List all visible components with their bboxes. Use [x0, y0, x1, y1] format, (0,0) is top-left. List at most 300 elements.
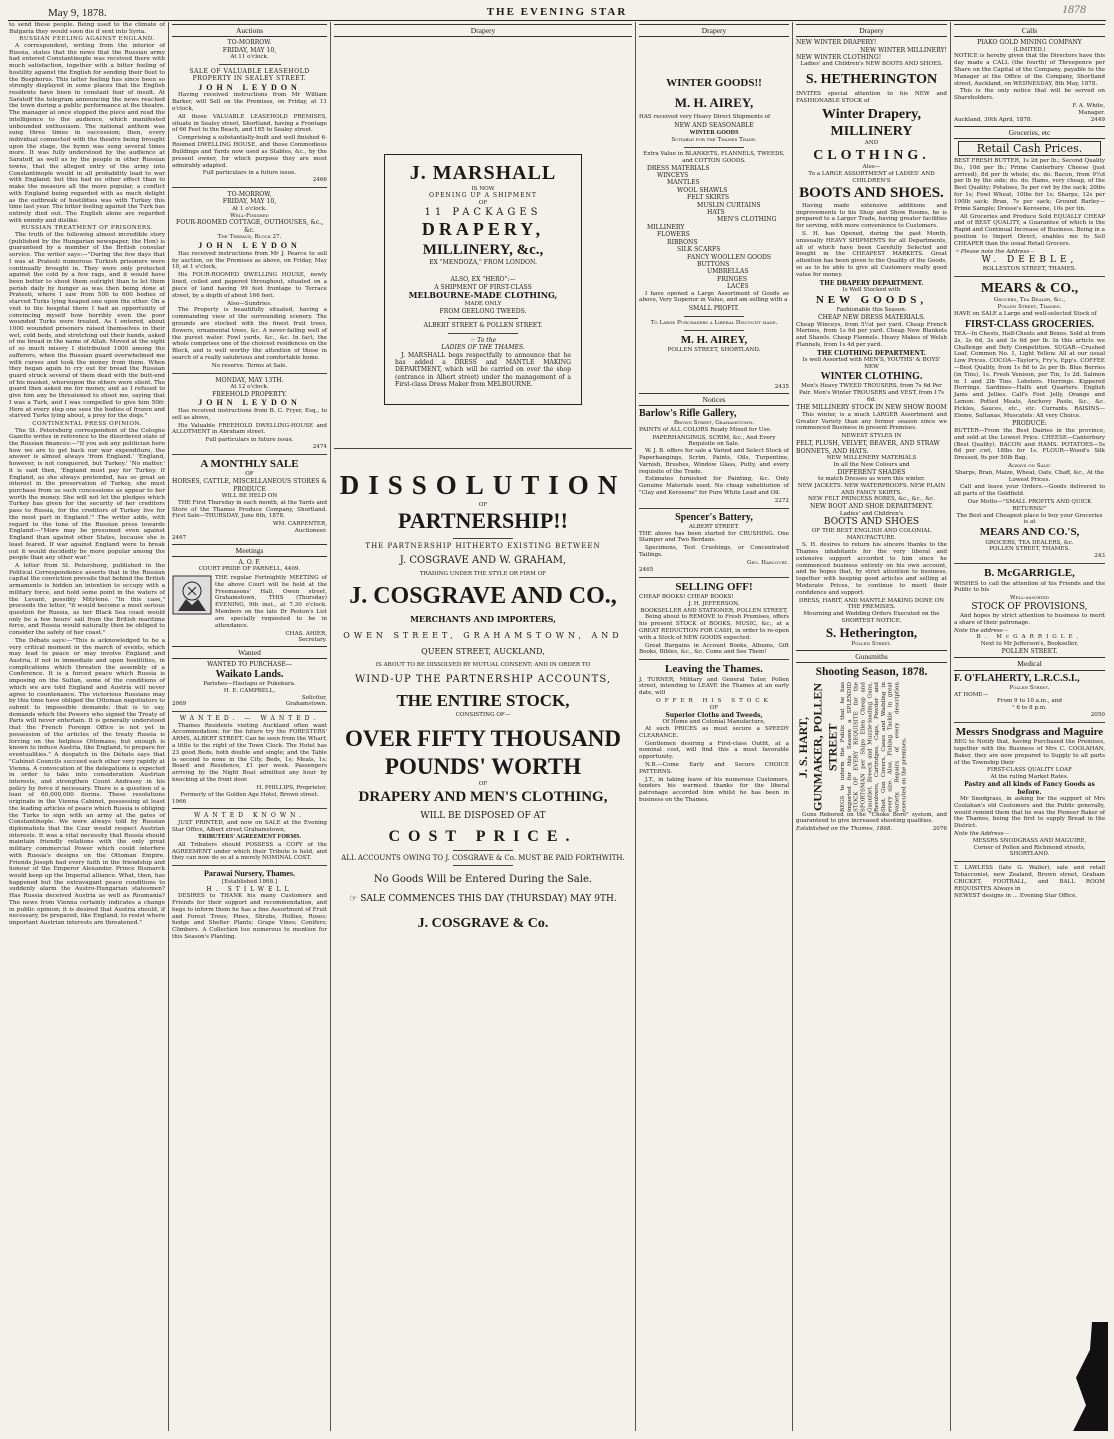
ad-line: ☞ Please note the Address— — [954, 248, 1035, 255]
ad-line: NEW BOOT AND SHOE DEPARTMENT. — [810, 503, 933, 511]
ad-line: MERCHANTS AND IMPORTERS, — [410, 614, 556, 625]
ad-line: PRODUCE: — [1012, 420, 1047, 428]
ad-line: TRIBUTERS' AGREEMENT FORMS. — [198, 834, 301, 841]
selling-off-ad — [639, 581, 789, 657]
ad-signature: F. A. White, — [1072, 103, 1105, 110]
page-date: May 9, 1878. — [48, 7, 107, 19]
ad-line: CHEAP NEW DRESS MATERIALS. — [817, 314, 926, 322]
airey-ad — [639, 39, 789, 390]
ad-line: A. O. F. — [238, 558, 261, 566]
ad-body: Has received instructions from Mr J. Pearce to sell by auction, on the Premises as above, on Friday, May 10, at 1 o'clock, — [172, 250, 327, 271]
ad-line: J. H. JEFFERSON, — [688, 600, 740, 607]
deeble-retail-ad — [954, 141, 1105, 274]
ad-line: OF — [478, 780, 488, 787]
ad-line: ☞ SALE COMMENCES THIS DAY (THURSDAY) MAY 9TH. — [349, 894, 617, 905]
section-heading-auctions: Auctions — [172, 24, 327, 37]
ad-line: Auctioneer. — [294, 528, 327, 535]
ad-body: Sharps, Bran, Maize, Wheat, Oats, Chaff, &c., At the Lowest Prices. — [955, 469, 1104, 483]
list-item: WOOL SHAWLS — [677, 186, 728, 194]
ad-body: Men's Heavy TWEED TROUSERS, from 7s 6d Per Pair. Men's Winter TROUSERS and VEST, from 17s 6d. — [798, 383, 944, 403]
ad-number: 2272 — [774, 497, 789, 504]
list-item: FLOWERS — [657, 231, 690, 239]
ad-line: ROLLESTON STREET, THAMES. — [982, 266, 1077, 273]
ad-line: MONDAY, MAY 13TH. — [215, 376, 284, 384]
ad-body: Specimens, Test Crushings, or Concentrated Tailings. — [639, 545, 789, 559]
ad-body: BEGS to inform the Public that he has imported for this Season a SPLENDID STOCK OF EVERY REQUISITE for the SPORTSMAN per Ships Ellen Cheap and Gauntlet. Breech and Muzzle-loading Guns, Revolvers, Cartridges, Caps, Powder and Shot. Gun Covers, Cases and Wadding in every size. Also, Fishing Tackle in great variety. Repairs of every description executed on the premises. — [839, 681, 908, 812]
ad-body: This winter, is a much LARGER Assortment and Greater Variety than any former season since we commenced Business in present Premises. — [796, 411, 947, 432]
ad-line: NEW FELT PRINCESS ROBES, &c., &c., &c. — [808, 496, 935, 503]
hetherington-column — [793, 22, 950, 1431]
ad-title: Leaving the Thames. — [665, 663, 763, 676]
marshall-ad-box — [384, 154, 582, 405]
ad-number: 2466 — [312, 177, 327, 184]
ad-line: At the ruling Market Rates. — [990, 774, 1069, 781]
article-paragraph: A correspondent, writing from the interior of Russia, states that the news that the Russian army had entered Constantinople was received there with much satisfaction, together with a bitter feeling of hostility against the English for sending their fleet to the Bosphorus. This latter feeling has since been so strongly displayed in some places that the English residents have been in constant fear of insult. At Saratoff the telegram announcing the news reached the town during a public performance at the theatre. The manager at once stopped the piece and read the intelligence to the audience, which manifested unbounded enthusiasm. The national anthem was sung three times in succession; then, every individual connected with the theatre being brought upon the stage, the hymn was sung several times more. It was fully understood by the audience at Saratoff, as well as by the people in other Russian towns, that the alleged entry of the army into Constantinople would in all probability lead to war with England; but this had no other effect than to make the measure all the more popular, a conflict with England being regarded with as much delight as the outbreak of hostilities was with Turkey this time last year. The bitter feeling against the Turk has entirely died out. The English alone are regarded with enmity and dislike. — [9, 42, 165, 224]
ad-line: BOOKSELLER AND STATIONER, POLLEN STREET, — [640, 607, 788, 614]
ad-line: [Established 1868.] — [221, 879, 278, 885]
ad-line: NEW JACKETS. NEW WATERPROOFS. NEW PLAIN AND FANCY SKIRTS. — [797, 482, 946, 496]
ad-line: Ladies' and Children's — [839, 510, 904, 517]
ad-body: Guns Rebored on the "Choke Bore" system, and guaranteed to give increased shooting qualities. — [796, 811, 947, 825]
ad-line: (LIMITED.) — [1013, 46, 1046, 53]
ad-title: WANTED KNOWN. — [193, 812, 306, 820]
ad-line: DRESS, HABIT, AND MANTLE MAKING DONE ON THE PREMISES. — [798, 597, 945, 611]
ad-body: Has received instructions from B. C. Fryer, Esq., to sell as above, — [172, 408, 327, 421]
ad-line: GROCERS, TEA DEALERS, &c. — [985, 539, 1074, 546]
ad-line: FIRST-CLASS GROCERIES. — [964, 318, 1095, 330]
ad-title: F. O'FLAHERTY, L.R.C.S.I., — [954, 672, 1080, 684]
ad-line: Well-Finished — [230, 212, 269, 219]
ad-signature: H. E. CAMPBELL, — [223, 687, 276, 694]
ad-number: 2069 — [172, 701, 187, 708]
ad-body: THE above has been started for CRUSHING. One Stamper and Two Berdans. — [639, 530, 789, 544]
article-paragraph: The Débats says:—"This is acknowledged to be a very critical moment in the march of events, which may lead to peace or may involve England and Austria, if not in immediate and open hostilities, in complications which threaten the assembly of a Conference. It is a forced peace which Russia is imposing on the Sultan, some of the conditions of which we are told England and Austria will never agree to countenance. The victorious Russians may by this time have obliged the Ottoman negotiators to submit to impossible demands; that is to say, demands which the Powers who signed the Treaty of Paris will never entertain. It is generally understood that the French Foreign Office is not yet in possession of the articles of the treaty Russia is forcing on the helpless Ottomans; but enough is known to induce Austria, like England, to prepare for eventualities." A despatch in the Débats says that "Cabinet Councils succeed each other very rapidly at Vienna. A convocation of the delegations is expected in order to take into consideration Austrian interests, and strengthen Count Andrassy in his policy by force if necessary. There is a question of a loan of 60,000,000 florins. These resolutions originate in the Vienna Cabinet, possessing at least the leading articles of peace which Russia is obliging the Turks to sign with an army at the gates of Constantinople. We were always told by Russian diplomatists that the Czar would respect Austrian interests. It was a vital necessity that Russia should maintain friendly relations with the only great military commercial Power which could interfere with Russia's designs on the Ottoman Empire. Friends Joseph had every faith in the friendship and honour of the Emperor Alexander. Prince Bismarck would keep up the Imperial alliance. What, then, has happened but the extravagant peace conditions to suddenly alarm the Austro-Hungarian statesmen? Has Russia deceived Austria as well as Roumania? The news from Vienna certainly indicates a change in public opinion; it is desired that Austria should, if necessary, be prepared, like England, to resist where important Austrian interests are threatened." — [9, 637, 166, 927]
list-item: RIBBONS — [667, 238, 698, 246]
article-paragraph: A letter from St. Petersburg, published in the Political Correspondence asserts that in the Russian capital the conviction prevails that behind the British armaments is hidden an intention to occupy with a military force, and hold some point in the waters of the Levant, possibly Mitylene. "In this case," proceeds the letter, "it would become a most serious question for Russia, as her Black Sea coast would only be a few hours' sail from the British maritime force, and Russia would naturally then be obliged to consider the safety of her coast." — [9, 562, 165, 637]
ad-line: FRIDAY, MAY 10, — [222, 198, 277, 206]
ad-line: Pollen Street. — [1009, 684, 1050, 691]
auction-ad-terrace-cottage — [172, 191, 327, 370]
ad-number: 2449 — [1090, 116, 1105, 123]
ad-body: THE regular Fortnightly MEETING of the above Court will be held at the Freemasons' Hall, Owen street, Grahamstown, THIS (Thursday) EVENING, 9th inst., at 7.30 o'clock. Members on the late Dr Peston's List are specially requested to be in attendance. — [215, 575, 327, 629]
ad-line: DIFFERENT SHADES — [837, 468, 906, 476]
mears-grocers-ad — [954, 280, 1105, 560]
list-item: SILK SCARFS — [677, 246, 721, 254]
ad-signature: H. STILWELL — [206, 885, 293, 893]
ad-body: JUST PRINTED, and now on SALE at the Evening Star Office, Albert street Grahamstown, — [172, 819, 327, 833]
ad-signature: MESSRS SNODGRASS AND MAGUIRE, — [972, 837, 1087, 844]
ad-line: Waikato Lands. — [215, 668, 284, 680]
ad-body: Cheap Winceys, from 5½d per yard. Cheap French Merinos, from 1s 6d per yard. Cheap New Blankets and Shawls. Cheap Flannels. Heavy Makes of Welsh Flannels, from 1s 4d per yard. — [796, 321, 947, 348]
ad-title: FREEHOLD PROPERTY. — [212, 390, 287, 398]
ad-line: ALSO, EX "HERO":— — [450, 276, 516, 284]
article-heading: CONTINENTAL PRESS OPINION. — [32, 421, 142, 428]
ad-line: THE MILLINERY STOCK IN NEW SHOW ROOM — [796, 404, 947, 412]
ad-line: CHEAP BOOKS! CHEAP BOOKS! — [639, 593, 734, 600]
ad-number: 2474 — [312, 444, 327, 451]
evening-star-office-ad: NEWEST designs in ... Evening Star Office. — [954, 893, 1078, 900]
ad-line: STOCK OF PROVISIONS, — [971, 601, 1088, 612]
ad-line: Also— — [862, 163, 881, 170]
ad-body: S. H. desires to return his sincere thanks to the Thames inhabitants for the very liberal and extensive support accorded to him since he commenced business entirely on his own account, and he hopes that, by strict attention to business, together with keeping good articles and selling at Moderate Prices, to continue to merit their confidence and support. — [796, 542, 947, 596]
ad-line: POLLEN STREET. — [1001, 647, 1058, 655]
barlow-ad — [639, 408, 789, 505]
hart-gunmaker-ad — [796, 665, 947, 833]
ad-body: This is the only notice that will be served on Shareholders. — [954, 88, 1105, 102]
ad-line: Extra Value in BLANKETS, FLANNELS, TWEEDS, and COTTON GOODS. — [643, 150, 785, 164]
masthead — [8, 2, 1106, 21]
ad-body: BUTTER—From the Best Dairies in the province, and sold at the Lowest Price. CHEESE—Canterbury (Best Quality). BACON and HAMS. POTATOES—5s 6d per cwt, 18lbs for 1s. FLOUR—Wood's Silk Dressed, 9s per 50lb Bag. — [954, 427, 1105, 462]
ad-line: Is Well Stocked with — [842, 287, 901, 294]
ad-line: Auckland, 30th April, 1878. — [954, 116, 1033, 123]
section-heading-medical: Medical — [954, 657, 1105, 670]
ad-body: BEST FRESH BUTTER, 1s 2d per lb.; Second Quality Do., 10d per lb.; Prime Canterbury Cheese (just arrived), 8d per lb whole; do. do. Bacon, from 9½d per lb by the side; do. do. Hams, very cheap, of the Best Quality; Potatoes, 5s per cwt by the sack; 20lbs for 1s; Fowl Wheat, 10lbs for 1s; Sharps, 12s per 100lb sack; Bran, 7s per sack; Ground Barley—Prime Sample; Dresse's Kerosene, 10s per tin. — [954, 158, 1105, 212]
ad-body: Comprising a substantially-built and well finished 6-Roomed DWELLING HOUSE, and those Commodious Buildings and Yards now used as Stables, &c., by the present owner, for which purpose they are most admirably adapted. — [172, 135, 327, 169]
dissolution-ad — [334, 469, 632, 933]
ad-line: LADIES OF THE THAMES. — [441, 344, 525, 352]
ad-title: B. McGARRIGLE, — [984, 567, 1075, 580]
ad-line: At 12 o'clock. — [230, 384, 269, 391]
ad-number: 2050 — [1090, 711, 1105, 718]
drapery-wide-column — [331, 22, 635, 1431]
ad-line: Pastry and all kinds of Fancy Goods as before. — [964, 781, 1095, 796]
ad-line: Solicitor, — [301, 694, 327, 701]
list-item: DRESS MATERIALS — [647, 164, 710, 172]
torn-paper-edge — [1068, 1322, 1108, 1431]
ad-signature: B. McGARRIGLE, — [976, 634, 1083, 641]
ad-title: PIAKO GOLD MINING COMPANY — [977, 39, 1082, 47]
ad-line: PAPERHANGINGS, SCRIM, &c., And Every Requisite on Sale. — [652, 434, 776, 448]
ad-body: Great Bargains in Account Books, Albums, Gift Books, Bibles, &c., &c. Come and See Them! — [639, 642, 789, 656]
ad-line: DRAPERY AND MEN'S CLOTHING, — [358, 788, 608, 805]
ad-line: Pollen Street, Thames. — [997, 304, 1062, 311]
ad-line: SALE COMMENCES THIS DAY (THURSDAY) MAY 9TH. — [360, 894, 617, 905]
ad-line: OF — [709, 704, 719, 711]
ad-title: DISSOLUTION — [339, 469, 627, 500]
ad-line: MILLINERY, &c., — [422, 241, 544, 258]
auctioneer-name: WM. CARPENTER, — [272, 521, 327, 528]
ad-line: ALBERT STREET. — [688, 523, 740, 530]
ad-line: OVER FIFTY THOUSAND — [344, 725, 622, 751]
ad-line: TRADING UNDER THE STYLE OR FIRM OF — [419, 570, 547, 577]
ad-title: Barlow's Rifle Gallery, — [639, 407, 737, 419]
ad-line: Formerly of the Golden Age Hotel, Brown street. — [180, 791, 319, 798]
auctioneer-name: JOHN LEYDON — [198, 241, 301, 251]
ad-line: The Terrace, Block 27. — [217, 234, 282, 241]
ad-signature: W. DEEBLE, — [981, 255, 1078, 266]
ad-line: To Large Purchasers a Liberal Discount made. — [650, 319, 778, 326]
ad-line: COST PRICE. — [388, 827, 578, 845]
ad-line: ALL ACCOUNTS OWING TO J. COSGRAVE & Co. MUST BE PAID FORTHWITH. — [341, 853, 625, 862]
foresters-emblem-icon — [172, 575, 212, 615]
list-item: HATS — [707, 209, 725, 217]
snodgrass-bakers-ad — [954, 726, 1105, 858]
ad-line: FROM GEELONG TWEEDS. — [439, 307, 527, 315]
ad-line: Pollen Street. — [851, 640, 892, 647]
newspaper-title: THE EVENING STAR — [486, 6, 628, 18]
ad-line: ALBERT STREET & POLLEN STREET. — [423, 322, 543, 330]
news-column — [6, 22, 168, 1431]
ad-line: Established on the Thames, 1868. — [796, 826, 893, 833]
ad-line: To a LARGE ASSORTMENT of LADIES' AND CHILDREN'S — [808, 170, 935, 184]
ad-line: Fashionable this Season. — [836, 307, 907, 314]
section-heading-drapery: Drapery — [639, 24, 789, 37]
ad-line: Corner of Pollen and Richmond streets, SHORTLAND. — [973, 844, 1086, 858]
auction-ad-sealey-street — [172, 39, 327, 184]
ad-title: WANTED. — WANTED. — [179, 715, 320, 723]
ad-line: THE CLOTHING DEPARTMENT. — [817, 349, 926, 357]
leaving-thames-ad — [639, 663, 789, 804]
ad-body: J. TURNER, Military and General Tailor, Pollen street, intending to LEAVE the Thames at an early date, will — [639, 676, 789, 697]
list-item: MANTLES — [667, 179, 700, 187]
ad-body: I have opened a Large Assortment of Goods as above, Very Superior in Value, and am selling with a — [639, 290, 789, 304]
ad-line: FELT, PLUSH, VELVET, BEAVER, AND STRAW BONNETS, AND HATS. — [796, 440, 940, 455]
ad-body: INVITES special attention to his NEW and FASHIONABLE STOCK of — [796, 91, 947, 105]
list-item: UMBRELLAS — [707, 268, 749, 276]
monthly-sale-ad — [172, 458, 327, 542]
ad-line: MELBOURNE-MADE CLOTHING, — [408, 290, 558, 301]
ad-footer: Full particulars in a future issue. — [202, 170, 297, 177]
ad-body: J.T., in taking leave of his numerous Customers, tenders his warmest thanks for the liberal patronage accorded him whilst he has been in business on the Thames. — [639, 776, 789, 804]
ad-line: Suitable for the Thames Trade. — [671, 137, 757, 144]
ad-line: ☞ To the — [469, 336, 497, 344]
section-heading-wanted: Wanted — [172, 646, 327, 659]
ad-body: All those VALUABLE LEASEHOLD PREMISES, situate in Sealey street, Shortland, having a Frontage of 66 Feet to the Beach, and 165 to Sealey street. — [172, 113, 327, 134]
ad-line: HORSES, CATTLE, MISCELLANEOUS STORES & PRODUCE — [172, 478, 327, 493]
ad-signature: CHAS. AHIER, — [285, 630, 327, 637]
ad-line: to match Dresses as worn this winter. — [817, 476, 926, 482]
ad-body: W. J. B. offers for sale a Varied and Select Stock of Paperhangings, Scrim, Paints, Oils, Turpentine, Varnish, Brushes, Window Glass, Putty, and every requisite of the Trade. — [639, 448, 789, 475]
ad-line: BOOTS AND SHOES — [823, 517, 920, 528]
ad-line: Of Home and Colonial Manufacture, — [662, 719, 766, 726]
ad-line: OFFER HIS STOCK — [656, 698, 772, 705]
ad-line: M. H. AIREY, — [674, 94, 754, 110]
section-heading-drapery: Drapery — [796, 24, 947, 37]
ad-signature: M. H. AIREY, — [680, 333, 748, 346]
ad-line: Superior Cloths and Tweeds, — [665, 711, 763, 719]
ad-line: Secretary. — [298, 637, 327, 644]
ad-title: Shooting Season, 1878. — [815, 665, 928, 678]
list-item: FELT SKIRTS — [687, 194, 730, 202]
ad-line: No Goods Will be Entered During the Sale. — [373, 874, 593, 886]
ad-body: HAVE on SALE a Large and well-selected Stock of — [954, 310, 1097, 317]
ad-body: NOTICE is hereby given that the Directors have this day made a CALL (the fourth) of Threepence per Share on the Capital of the Company, payable to the Manager at the Office of the Company, Shortland street, Auckland, on WEDNESDAY, 8th May, 1878. — [954, 53, 1105, 87]
ad-signature: Geo. Harcourt. — [746, 559, 789, 566]
ad-line: IS NOW — [471, 185, 495, 192]
section-heading-notices: Notices — [639, 393, 789, 406]
section-heading-meetings: Meetings — [172, 544, 327, 557]
ad-line: COURT PRIDE OF PARNELL, 4409. — [198, 566, 301, 573]
wanted-waikato-lands — [172, 661, 327, 708]
drapery-notices-column — [636, 22, 792, 1431]
ad-title: WANTED TO PURCHASE— — [207, 661, 292, 669]
ad-line: THE DRAPERY DEPARTMENT. — [819, 279, 924, 287]
ad-body: PAINTS of ALL COLORS Ready Mixed for Use. — [639, 426, 772, 433]
ad-signature: S. Hetherington, — [825, 624, 918, 640]
article-paragraph: to send these people. Being used to the climate of Bulgaria they would soon die if sent into Syria. — [9, 22, 165, 35]
ad-body: WISHES to call the attention of his Friends and the Public to his — [954, 580, 1105, 594]
ad-body: His FOUR-ROOMED DWELLING HOUSE, newly lined, ceiled and papered throughout, situated on a piece of land having 99 feet frontage to Terrace street, by a depth of about 166 feet. — [172, 272, 327, 299]
ad-body: Mr Snodgrass, in asking for the support of Mrs Coolahan's old Customers and the Public generally, would remind them that he was the Pioneer Baker of the Thames, being the first to supply Bread in the District. — [954, 795, 1105, 830]
ad-number: 2435 — [774, 383, 789, 390]
ad-number: 2467 — [172, 534, 187, 541]
list-item: LACES — [727, 283, 749, 291]
ad-line: NEW WINTER MILLINERY! — [860, 46, 947, 54]
auctions-column — [169, 22, 330, 1431]
ad-line: DRAPERY, — [421, 218, 545, 239]
ad-body: HAS received very Heavy Direct Shipments of — [639, 114, 771, 121]
ad-line: POLLEN STREET, THAMES. — [989, 546, 1070, 553]
ad-title: J. MARSHALL — [409, 162, 557, 185]
handwritten-folio: 1878 — [1062, 2, 1086, 16]
ad-line: OF THE BEST ENGLISH AND COLONIAL MANUFACTURE. — [811, 528, 932, 542]
ad-line: J. COSGRAVE AND W. GRAHAM, — [399, 554, 567, 566]
ad-line: OPENING UP A SHIPMENT — [428, 192, 537, 200]
ad-footer: Full particulars in future issue. — [205, 437, 294, 444]
ad-line: Always on Sale: — [1008, 462, 1051, 469]
ad-title: MEARS & CO., — [980, 281, 1079, 297]
ad-line: CLOTHING. — [813, 147, 930, 163]
ad-number: 1966 — [172, 798, 187, 805]
ad-number: 243 — [1094, 553, 1105, 560]
ad-line: CONSISTING OF— — [455, 712, 511, 718]
list-item: BUTTONS — [697, 260, 730, 268]
ad-line: FRIDAY, MAY 10, — [222, 46, 277, 54]
ad-line: WIND-UP THE PARTNERSHIP ACCOUNTS, — [354, 674, 612, 686]
section-heading-calls: Calls — [954, 24, 1105, 37]
auction-ad-freehold — [172, 377, 327, 451]
ad-line: EX "MENDOZA," FROM LONDON. — [429, 259, 537, 267]
calls-groceries-column — [951, 22, 1108, 1431]
ad-line: J. S. HART, GUNMAKER, POLLEN STREET — [796, 682, 840, 811]
auctioneer-name: JOHN LEYDON — [198, 82, 301, 92]
ad-line: Mourning and Wedding Orders Executed on the SHORTEST NOTICE. — [803, 611, 940, 625]
ad-line: The Best and Cheapest place to buy your Groceries is at — [956, 512, 1103, 526]
ad-line: Winter Drapery, — [821, 106, 922, 122]
ad-line: OF — [478, 501, 488, 508]
ad-line: Well-assorted — [1009, 595, 1050, 602]
lawless-tobacconist-ad: T. LAWLESS (late G. Waller), sale and retail Tobacconist, new Zealand, Brown street, Graham CRICKET, FOOTBALL, and BALL ROOM REQUISITES Always in — [954, 865, 1105, 892]
ad-line: Grocers, Tea Dealer, &c., — [993, 297, 1066, 304]
list-item: FRINGES — [717, 275, 748, 283]
ad-title: Spencer's Battery, — [675, 511, 753, 523]
ad-line: From 9 to 10 a.m., and — [997, 698, 1062, 705]
ad-body: The Property is beautifully situated, having a commanding view of the surrounding scenery. The grounds are stocked with the finest fruit trees, flowers, ornamental trees, &c. A never-failing well of the purest water. Fowl yards, &c., &c. In fact, the whole comprises one of the choicest residences on the Block, and is well worthy the attention of those in search of a really salubrious and comfortable home. — [172, 307, 327, 362]
ad-line: Manager. — [1078, 109, 1105, 116]
ad-line: MADE ONLY — [464, 301, 502, 308]
ad-line: TO-MORROW, — [227, 190, 272, 198]
ad-line: WINTER GOODS — [689, 129, 739, 136]
section-heading-groceries: Groceries, etc — [954, 126, 1105, 139]
ad-line: QUEEN STREET, AUCKLAND, — [421, 646, 545, 656]
ad-line: Ladies' and Children's NEW BOOTS AND SHOES. — [800, 61, 943, 68]
ad-line: WINTER CLOTHING. — [820, 370, 923, 382]
ad-signature: MEARS AND CO.'S, — [979, 526, 1080, 539]
ad-line: J. COSGRAVE AND CO., — [349, 582, 617, 609]
ad-footer: No reserve. Terms at Sale. — [211, 362, 288, 369]
ad-line: OWEN STREET, GRAHAMSTOWN, AND — [343, 630, 623, 640]
ad-number: 2076 — [932, 826, 947, 833]
ad-body: All Tributers should POSSESS a COPY of the AGREEMENT under which their Tribute is held, and they can now do so at a merely NOMINAL COST. — [172, 841, 327, 862]
ad-line: OF — [245, 471, 254, 478]
ad-line: NEW WINTER DRAPERY! — [796, 39, 877, 47]
ad-line: TO-MORROW. — [227, 39, 272, 47]
ad-line: To the — [477, 336, 497, 344]
ad-line: SMALL PROFIT. — [688, 305, 740, 313]
parawai-nursery-ad — [172, 869, 327, 941]
article-paragraph: The St. Petersburg correspondent of the Cologne Gazette writes in reference to the disordered state of the Russian finances:—"If you ask any politician here how we are to get back our war expenditure, the answer is almost always 'from England.' 'England, however, is not conquered, but Turkey.' 'No matter,' it is said then, 'England must pay for Turkey. If England, as she always pretended, has so great an interest in the preservation of Turkey, she must purchase from us such concessions as appear to her worth the money. She will not let the pledges which Turkey has given for the security of her creditors pass to Russia, for the creditors of Turkey live for the most part in England.'" The writer adds, with regard to the tone of the Russian press towards England:—"More may be presumed even against England than against other States, because she is least feared. If war against England were to break out it would decidedly be more popular among the people than any other war." — [9, 427, 165, 562]
mcgarrigle-ad — [954, 567, 1105, 655]
ad-line: At 11 o'clock. — [230, 53, 269, 60]
meeting-notice — [172, 559, 327, 644]
article-heading: RUSSIAN FEELING AGAINST ENGLAND. — [19, 36, 155, 43]
ad-line: A SHIPMENT OF FIRST-CLASS — [434, 283, 532, 291]
ad-line: WILL BE HELD ON — [221, 492, 278, 499]
ad-line: NEWEST STYLES IN — [841, 433, 902, 440]
ad-body: Having received instructions from Mr William Barker, will Sell on the Premises, on Friday, at 11 o'clock, — [172, 92, 327, 113]
ad-line: Parishes—Hautapu or Pukekura. — [203, 680, 296, 687]
ad-line: Also—Sundries. — [227, 300, 272, 307]
ad-body: TEA—In Chests, Half-Chests and Boxes. Sold at from 2s, 2s 6d, 3s and 3s 6d per lb. In this article we Challenge and Defy Competition. SUGAR—Crushed Loaf, Common No. 1, Light Yellow. All at our usual Low Prices. COCOA—Taylor's, Fry's, Epp's. COFFEE—Best Quality, from 1s 8d to 2s per lb. Blue Berries (in Tins), 1s. Fresh Venison, per Tin, 1s 2d. Salmon in 1 and 2lb Tins. Lobsters. Herrings. Kippered Herrings. Sardines—Halfs and Quarters. English Jams and Jellies. Calf's Foot Jelly, Orange and Lemon. Potted Meats, Anchovy Paste, &c., &c. Pickles, Sauces, etc., etc. Currants. RAISINS—Eleme, Sultanas, Muscatels: All very Choice. — [954, 330, 1105, 419]
list-item: MILLINERY — [647, 223, 685, 231]
ad-body: DESIRES to THANK his many Customers and Friends for their support and recommendation, and begs to inform them he has a fine Assortment of Fruit and Forest Trees; Pines, Shrubs, Hollies, Roses; hedge and Shelter Plants; Grape Vines; Conifers; Climbers. A Collection too numerous to mention for this Season's Planting. — [172, 893, 327, 941]
ad-line: AT HOME— — [954, 691, 989, 698]
ad-title: WINTER GOODS!! — [666, 77, 762, 90]
ad-line: POLLEN STREET, SHORTLAND. — [667, 346, 761, 353]
ad-line: Brown Street, Grahamstown. — [673, 419, 755, 426]
ad-line: WILL BE DISPOSED OF AT — [420, 811, 546, 822]
ad-line: POUNDS' WORTH — [384, 753, 582, 779]
ad-body: Having made extensive additions and improvements to his Shop and Show Rooms, he is prepared to a Larger Trade, having greater facilities for serving, with more convenience to Customers. — [796, 202, 947, 230]
ad-title: A MONTHLY SALE — [200, 457, 299, 470]
ad-line: MILLINERY — [830, 124, 913, 139]
ad-body: Call and leave your Orders.—Goods delivered to all parts of the Goldfield. — [954, 484, 1105, 498]
list-item: MUSLIN CURTAINS — [697, 201, 761, 209]
ad-body: At such PRICES as must secure a SPEEDY CLEARANCE. — [639, 725, 789, 739]
auctioneer-name: JOHN LEYDON — [198, 398, 301, 408]
ad-line: THE PARTNERSHIP HITHERTO EXISTING BETWEEN — [365, 542, 601, 551]
ad-body: BEG to Notify that, having Purchased the Premises, together with the Business of Mrs C. COOLAHAN, Baker, they are now prepared to Supply to all parts of the Township their — [954, 739, 1105, 766]
ad-number: 2465 — [639, 566, 654, 573]
ad-line: Is well Assorted with MEN'S, YOUTHS' & BOYS' NEW — [802, 357, 941, 370]
list-item: FANCY WOOLLEN GOODS — [687, 253, 772, 261]
ad-signature: J. COSGRAVE & Co. — [417, 916, 549, 932]
ad-body: All Groceries and Produce Sold EQUALLY CHEAP and of BEST QUALITY, a Guarantee of which is the Rapid and Continual Increase of Business. Being in a position to Import Direct, enables me to Sell CHEAPER than the usual Retail Grocers. — [954, 213, 1105, 247]
ad-line: AND — [864, 140, 879, 147]
wanted-foresters-arms — [172, 715, 327, 805]
article-paragraph: The truth of the following almost incredible story (published by the Hungarian newspaper, the Hon) is guaranteed by a member of the British consular service. The writer says:—"During the few days that I was at Pratesti numerous Turkish prisoners were continually brought in. They were only protected against the cold by a few rags, and it would have been better to shoot them outright than to let them perish daily by hunger as was then being done at Pratesti, where I saw from 500 to 600 bodies of starved Turks lying heaped one upon the other. On a visit to the hospital there I had an opportunity of convincing myself how horribly even the poor wounded Turks were treated. As I entered, about 1000 wounded prisoners raised themselves in their wet, cold beds, and stretching out their hands, asked of me bread in the name of Allah. Moved at the sight of so much misery I distributed 1000 among the sufferers, when the Russian guard overwhelmed me with curses and took the money from them. When they began again to cry out for bread the Russian guard struck several of them dead with the butt-end of his musket, whereupon the others were silent. The guard then asked me for money, and as I refused to give him any he threatened to shoot me, saying that I was a Turk, and I was compelled to give him 50fr. Here at every step one sees the bodies of frozen and starved Turks lying about, a prey for the dogs." — [9, 231, 165, 420]
ad-title: Messrs Snodgrass and Maguire — [955, 725, 1104, 738]
section-heading-gunsmiths: Gunsmiths — [796, 650, 947, 663]
article-heading: RUSSIAN TREATMENT OF PRISONERS. — [20, 225, 154, 232]
piako-call-notice — [954, 39, 1105, 123]
ad-title: Parawai Nursery, Thames. — [204, 869, 295, 879]
wanted-known-tributers — [172, 812, 327, 862]
ad-line: OF — [478, 199, 488, 206]
ad-line: NEW WINTER CLOTHING! — [796, 53, 882, 61]
ad-line: In all the New Colours and — [833, 461, 910, 468]
ad-title: Retail Cash Prices. — [958, 141, 1101, 156]
oflaherty-ad — [954, 673, 1105, 719]
ad-line: Grahamstown. — [285, 701, 327, 708]
ad-line: IS ABOUT TO BE DISSOLVED BY MUTUAL CONSENT; AND IN ORDER TO — [375, 662, 591, 669]
ad-line: NEW GOODS, — [815, 293, 928, 306]
ad-line: Note the Address— — [954, 830, 1010, 837]
ad-body: N.B.—Come Early and Secure CHOICE PATTERNS. — [639, 762, 789, 775]
ad-body: THE First Thursday in each month, at the Yards and Store of the Thames Produce Company, Shortland. First Sale—THURSDAY, June 6th, 1878. — [172, 499, 327, 520]
ad-line: PARTNERSHIP!! — [398, 508, 568, 534]
ad-title: S. HETHERINGTON — [805, 72, 938, 88]
